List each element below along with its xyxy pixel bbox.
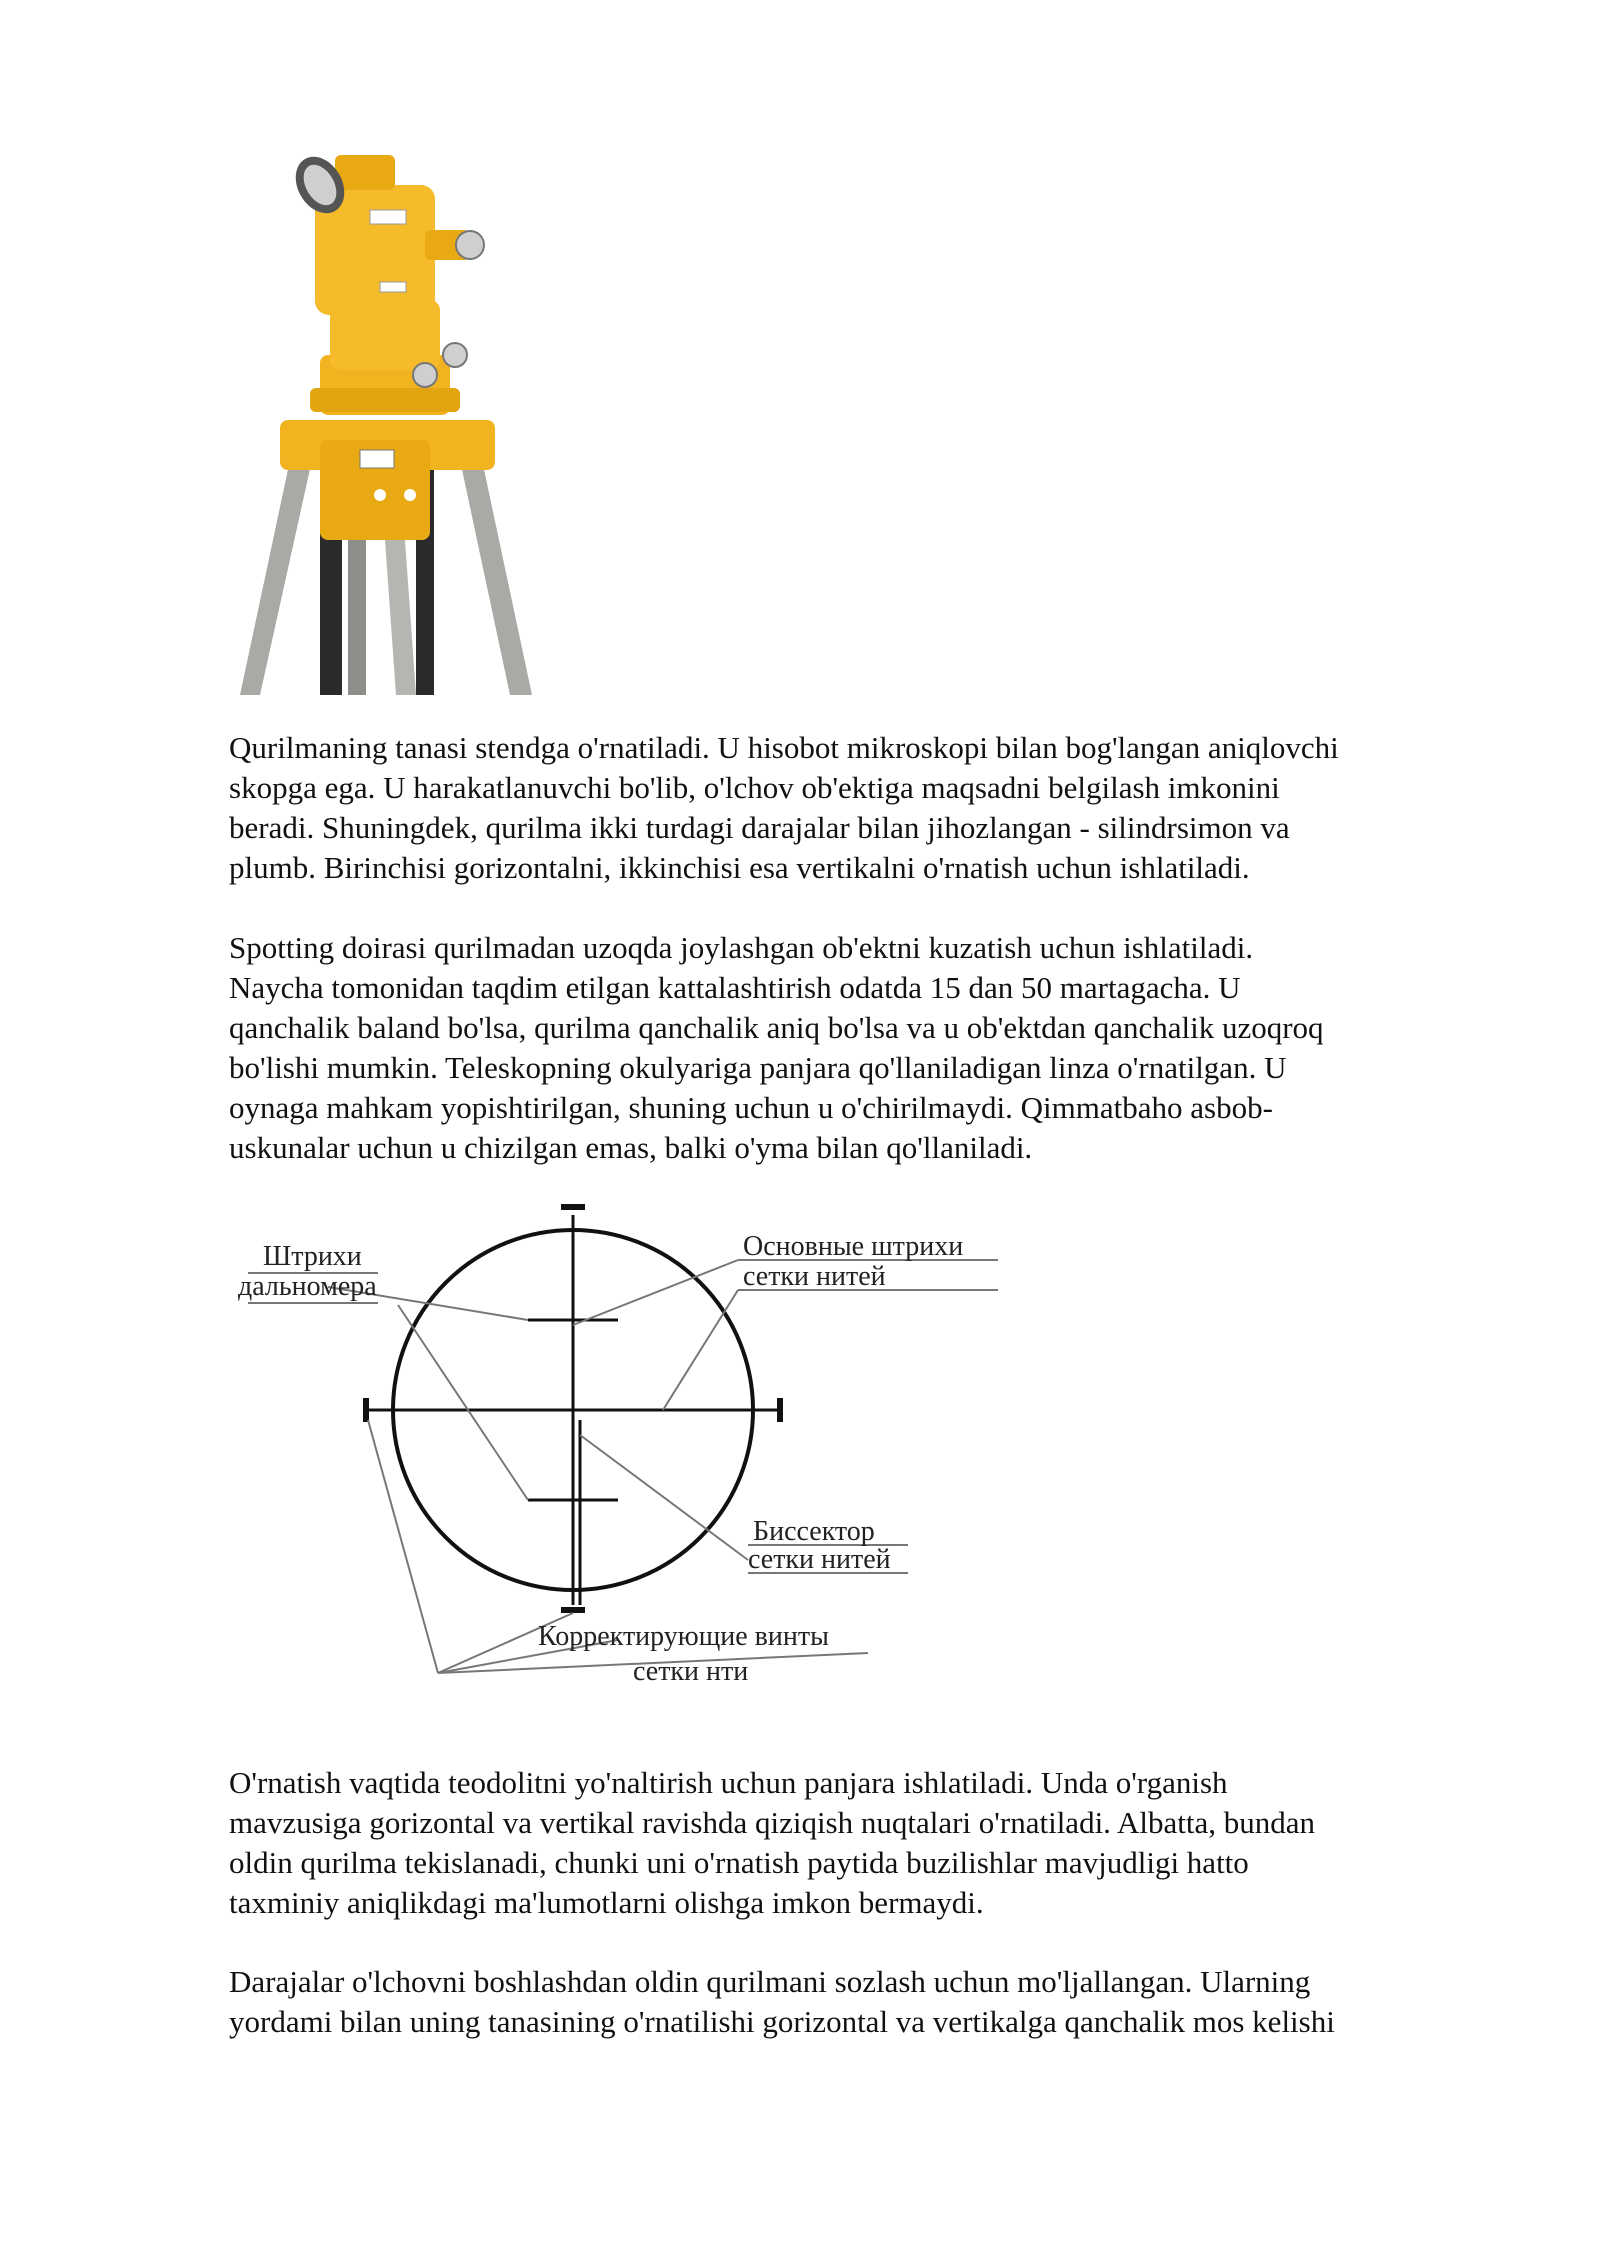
text-line: mavzusiga gorizontal va vertikal ravishda qiziqish nuqtalari o'rnatiladi. Albatta, bundan bbox=[229, 1805, 1315, 1840]
label-screws-line2: сетки нти bbox=[633, 1656, 749, 1687]
text-line: yordami bilan uning tanasining o'rnatilishi gorizontal va vertikalga qanchalik mos kelishi bbox=[229, 2004, 1335, 2039]
paragraph-spotting-scope bbox=[229, 928, 1499, 1168]
text-line: bo'lishi mumkin. Teleskopning okulyariga panjara qo'llaniladigan linza o'rnatilgan. U bbox=[229, 1050, 1287, 1085]
label-main-line2: сетки нитей bbox=[743, 1261, 886, 1292]
text-line: Darajalar o'lchovni boshlashdan oldin qurilmani sozlash uchun mo'ljallangan. Ularning bbox=[229, 1964, 1311, 1999]
reticle-diagram bbox=[228, 1195, 1028, 1725]
leader-lines bbox=[248, 1260, 998, 1673]
label-rangefinder-line1: Штрихи bbox=[263, 1241, 362, 1272]
theodolite-body bbox=[286, 148, 484, 415]
theodolite-photo bbox=[220, 140, 550, 700]
label-rangefinder-line2: дальномера bbox=[238, 1271, 377, 1302]
tripod-head bbox=[280, 420, 495, 540]
text-line: taxminiy aniqlikdagi ma'lumotlarni olishga imkon bermaydi. bbox=[229, 1885, 984, 1920]
label-bisector-line1: Биссектор bbox=[753, 1516, 875, 1547]
text-line: Spotting doirasi qurilmadan uzoqda joylashgan ob'ektni kuzatish uchun ishlatiladi. bbox=[229, 930, 1254, 965]
text-line: skopga ega. U harakatlanuvchi bo'lib, o'lchov ob'ektiga maqsadni belgilash imkonini bbox=[229, 770, 1280, 805]
text-line: uskunalar uchun u chizilgan emas, balki o'yma bilan qo'llaniladi. bbox=[229, 1130, 1033, 1165]
label-screws-line1: Корректирующие винты bbox=[538, 1621, 829, 1652]
paragraph-reticle-use bbox=[229, 1763, 1499, 1923]
label-bisector-line2: сетки нитей bbox=[748, 1544, 891, 1575]
paragraph-levels bbox=[229, 1962, 1499, 2042]
text-line: Naycha tomonidan taqdim etilgan kattalashtirish odatda 15 dan 50 martagacha. U bbox=[229, 970, 1241, 1005]
paragraph-body-mount bbox=[229, 728, 1499, 888]
text-line: Qurilmaning tanasi stendga o'rnatiladi. U hisobot mikroskopi bilan bog'langan aniqlovchi bbox=[229, 730, 1339, 765]
text-line: O'rnatish vaqtida teodolitni yo'naltirish uchun panjara ishlatiladi. Unda o'rganish bbox=[229, 1765, 1228, 1800]
label-main-line1: Основные штрихи bbox=[743, 1231, 964, 1262]
text-line: plumb. Birinchisi gorizontalni, ikkinchisi esa vertikalni o'rnatish uchun ishlatiladi. bbox=[229, 850, 1250, 885]
text-line: qanchalik baland bo'lsa, qurilma qanchalik aniq bo'lsa va u ob'ektdan qanchalik uzoqroq bbox=[229, 1010, 1324, 1045]
text-line: oynaga mahkam yopishtirilgan, shuning uchun u o'chirilmaydi. Qimmatbaho asbob- bbox=[229, 1090, 1273, 1125]
text-line: oldin qurilma tekislanadi, chunki uni o'rnatish paytida buzilishlar mavjudligi hatto bbox=[229, 1845, 1249, 1880]
text-line: beradi. Shuningdek, qurilma ikki turdagi darajalar bilan jihozlangan - silindrsimon va bbox=[229, 810, 1290, 845]
